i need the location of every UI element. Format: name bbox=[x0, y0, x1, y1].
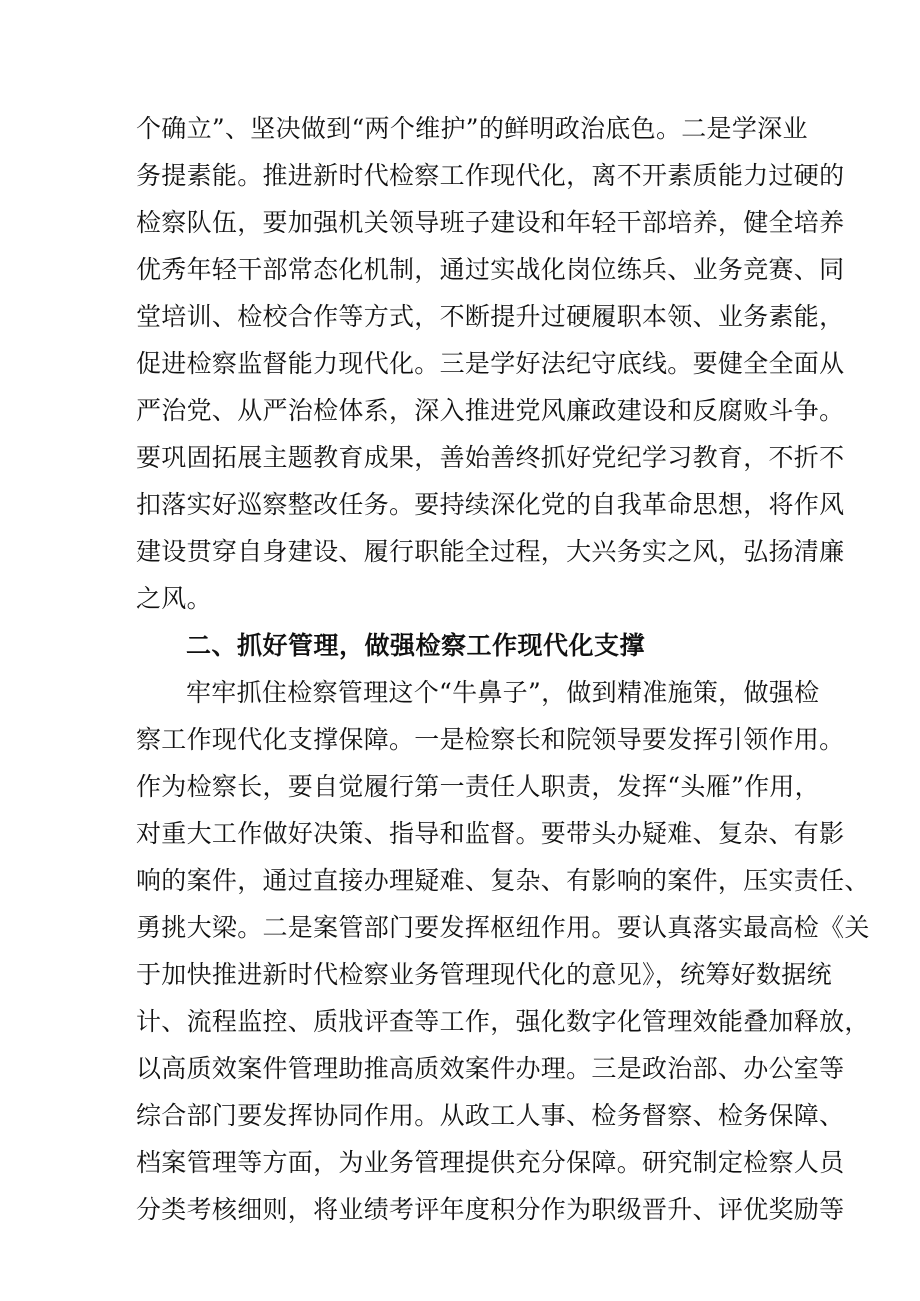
text-line: 档案管理等方面，为业务管理提供充分保障。研究制定检察人员 bbox=[136, 1148, 845, 1177]
text-line: 之风。 bbox=[136, 584, 212, 613]
text-line: 扣落实好巡察整改任务。要持续深化党的自我革命思想，将作风 bbox=[136, 490, 845, 519]
text-line: 检察队伍，要加强机关领导班子建设和年轻干部培养，健全培养 bbox=[136, 208, 845, 237]
text-line: 对重大工作做好决策、指导和监督。要带头办疑难、复杂、有影 bbox=[136, 819, 845, 848]
text-line: 于加快推进新时代检察业务管理现代化的意见》，统筹好数据统 bbox=[136, 960, 832, 989]
text-line: 勇挑大梁。二是案管部门要发挥枢纽作用。要认真落实最高检《关 bbox=[136, 913, 870, 942]
text-line: 要巩固拓展主题教育成果，善始善终抓好党纪学习教育，不折不 bbox=[136, 443, 845, 472]
text-line: 察工作现代化支撑保障。一是检察长和院领导要发挥引领作用。 bbox=[136, 725, 845, 754]
text-line: 响的案件，通过直接办理疑难、复杂、有影响的案件，压实责任、 bbox=[136, 866, 870, 895]
text-line: 综合部门要发挥协同作用。从政工人事、检务督察、检务保障、 bbox=[136, 1101, 845, 1130]
text-line: 以高质效案件管理助推高质效案件办理。三是政治部、办公室等 bbox=[136, 1054, 845, 1083]
text-line: 优秀年轻干部常态化机制，通过实战化岗位练兵、业务竞赛、同 bbox=[136, 255, 845, 284]
text-line: 务提素能。推进新时代检察工作现代化，离不开素质能力过硬的 bbox=[136, 161, 845, 190]
text-line: 牢牢抓住检察管理这个“牛鼻子”，做到精准施策，做强检 bbox=[186, 678, 820, 707]
section-heading: 二、抓好管理，做强检察工作现代化支撑 bbox=[186, 631, 646, 660]
text-line: 个确立”、坚决做到“两个维护”的鲜明政治底色。二是学深业 bbox=[136, 114, 808, 143]
text-line: 促进检察监督能力现代化。三是学好法纪守底线。要健全全面从 bbox=[136, 349, 845, 378]
text-line: 严治党、从严治检体系，深入推进党风廉政建设和反腐败斗争。 bbox=[136, 396, 845, 425]
text-line: 堂培训、检校合作等方式，不断提升过硬履职本领、业务素能， bbox=[136, 302, 845, 331]
text-line: 计、流程监控、质戕评查等工作，强化数字化管理效能叠加释放， bbox=[136, 1007, 870, 1036]
text-line: 分类考核细则，将业绩考评年度积分作为职级晋升、评优奖励等 bbox=[136, 1195, 845, 1224]
text-line: 建设贯穿自身建设、履行职能全过程，大兴务实之风，弘扬清廉 bbox=[136, 537, 845, 566]
text-line: 作为检察长，要自觉履行第一责任人职责，发挥“头雁”作用， bbox=[136, 772, 820, 801]
